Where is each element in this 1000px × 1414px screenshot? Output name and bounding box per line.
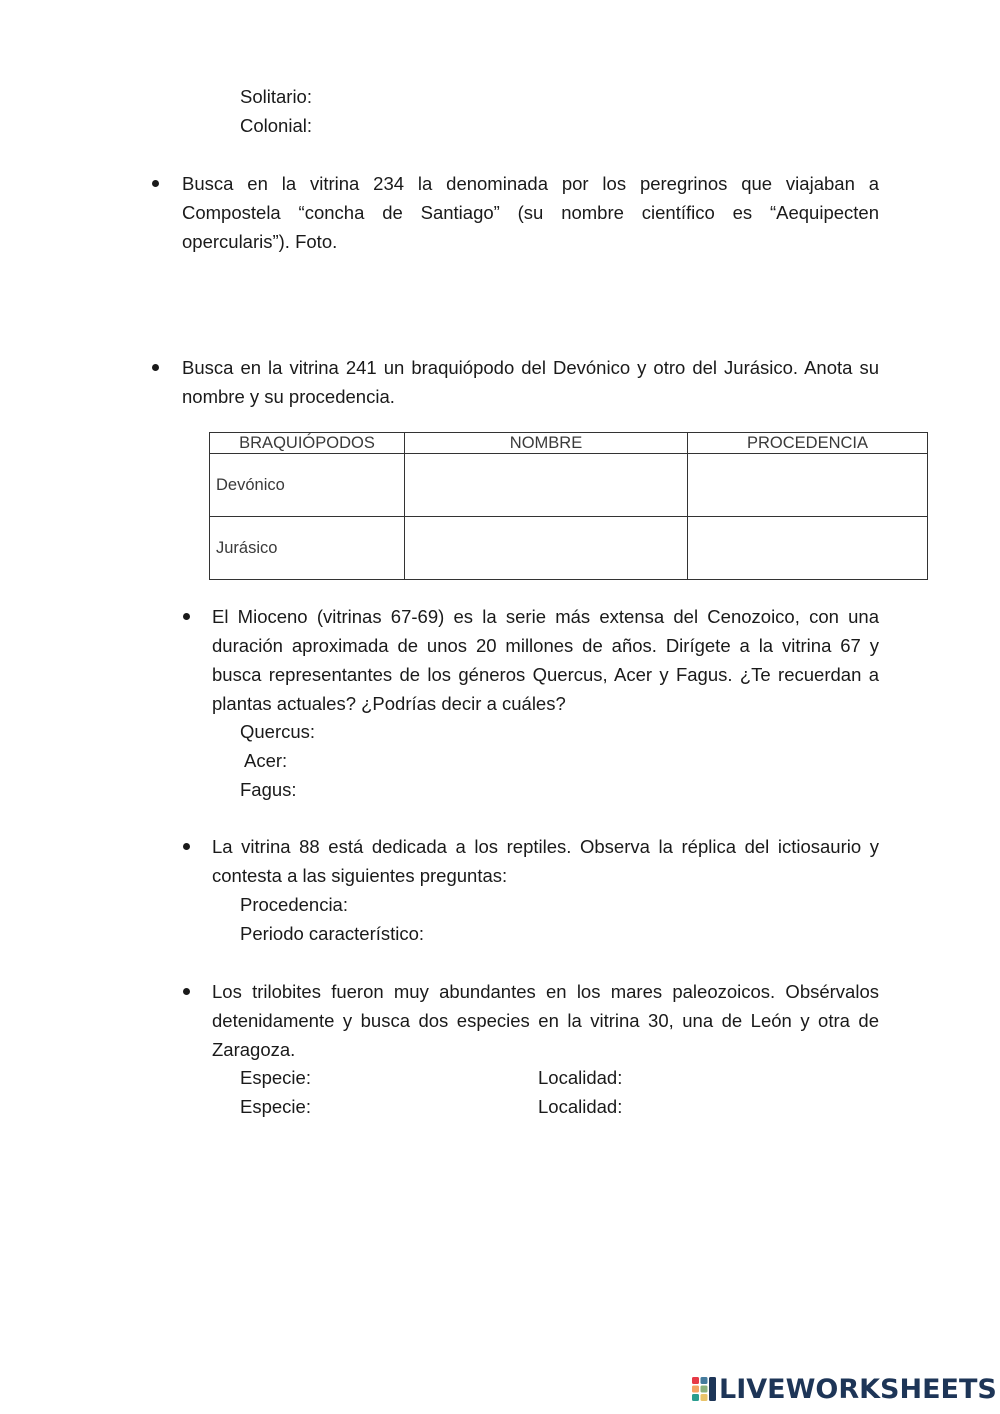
table-row (210, 517, 928, 580)
field-colonial: Colonial: (240, 115, 312, 136)
field-localidad-2: Localidad: (538, 1096, 623, 1117)
liveworksheets-watermark (691, 1373, 997, 1405)
field-especie-2: Especie: (240, 1096, 311, 1117)
procedencia-cell[interactable] (688, 517, 928, 580)
item4-line1: La vitrina 88 está dedicada a los reptiles. Observa la réplica del ictiosaurio y (212, 836, 879, 857)
row-label: Devónico (210, 454, 405, 517)
field-fagus: Fagus: (240, 779, 297, 800)
table-header: BRAQUIÓPODOS (210, 433, 405, 454)
item-trilobites (212, 977, 879, 1064)
item1-line3: opercularis”). Foto. (182, 231, 338, 252)
item3-line2: duración aproximada de unos 20 millones de años. Dirígete a la vitrina 67 y (212, 635, 879, 656)
bullet (183, 613, 190, 620)
bullet (183, 843, 190, 850)
item2-line2: nombre y su procedencia. (182, 386, 395, 407)
bullet (152, 180, 159, 187)
table-row (210, 454, 928, 517)
bullet (152, 364, 159, 371)
item4-line2: contesta a las siguientes preguntas: (212, 865, 508, 886)
table-header: NOMBRE (405, 433, 688, 454)
field-quercus: Quercus: (240, 721, 316, 742)
field-solitario: Solitario: (240, 86, 312, 107)
field-acer: Acer: (244, 750, 288, 771)
procedencia-cell[interactable] (688, 454, 928, 517)
item5-line3: Zaragoza. (212, 1039, 296, 1060)
item2-line1: Busca en la vitrina 241 un braquiópodo del Devónico y otro del Jurásico. Anota su (182, 357, 879, 378)
item1-line2: Compostela “concha de Santiago” (su nombre científico es “Aequipecten (182, 202, 879, 223)
item5-line2: detenidamente y busca dos especies en la vitrina 30, una de León y otra de (212, 1010, 879, 1031)
item3-line3: busca representantes de los géneros Quercus, Acer y Fagus. ¿Te recuerdan a (212, 664, 879, 685)
item-braquiopodos (182, 353, 879, 411)
item3-line1: El Mioceno (vitrinas 67-69) es la serie más extensa del Cenozoico, con una (212, 606, 879, 627)
item3-line4: plantas actuales? ¿Podrías decir a cuáles? (212, 693, 566, 714)
field-procedencia: Procedencia: (240, 894, 348, 915)
nombre-cell[interactable] (405, 454, 688, 517)
item5-line1: Los trilobites fueron muy abundantes en los mares paleozoicos. Obsérvalos (212, 981, 879, 1002)
watermark-text: LIVEWORKSHEETS (719, 1373, 997, 1405)
item1-line1: Busca en la vitrina 234 la denominada por los peregrinos que viajaban a (182, 173, 879, 194)
liveworksheets-logo-icon (691, 1376, 717, 1402)
field-periodo: Periodo característico: (240, 923, 425, 944)
field-especie-1: Especie: (240, 1067, 311, 1088)
braquiopodos-table (209, 432, 928, 580)
item-mioceno (212, 602, 879, 718)
nombre-cell[interactable] (405, 517, 688, 580)
row-label: Jurásico (210, 517, 405, 580)
item-concha-santiago (182, 169, 879, 256)
field-localidad-1: Localidad: (538, 1067, 623, 1088)
bullet (183, 988, 190, 995)
table-header: PROCEDENCIA (688, 433, 928, 454)
item-ictiosaurio (212, 832, 879, 890)
